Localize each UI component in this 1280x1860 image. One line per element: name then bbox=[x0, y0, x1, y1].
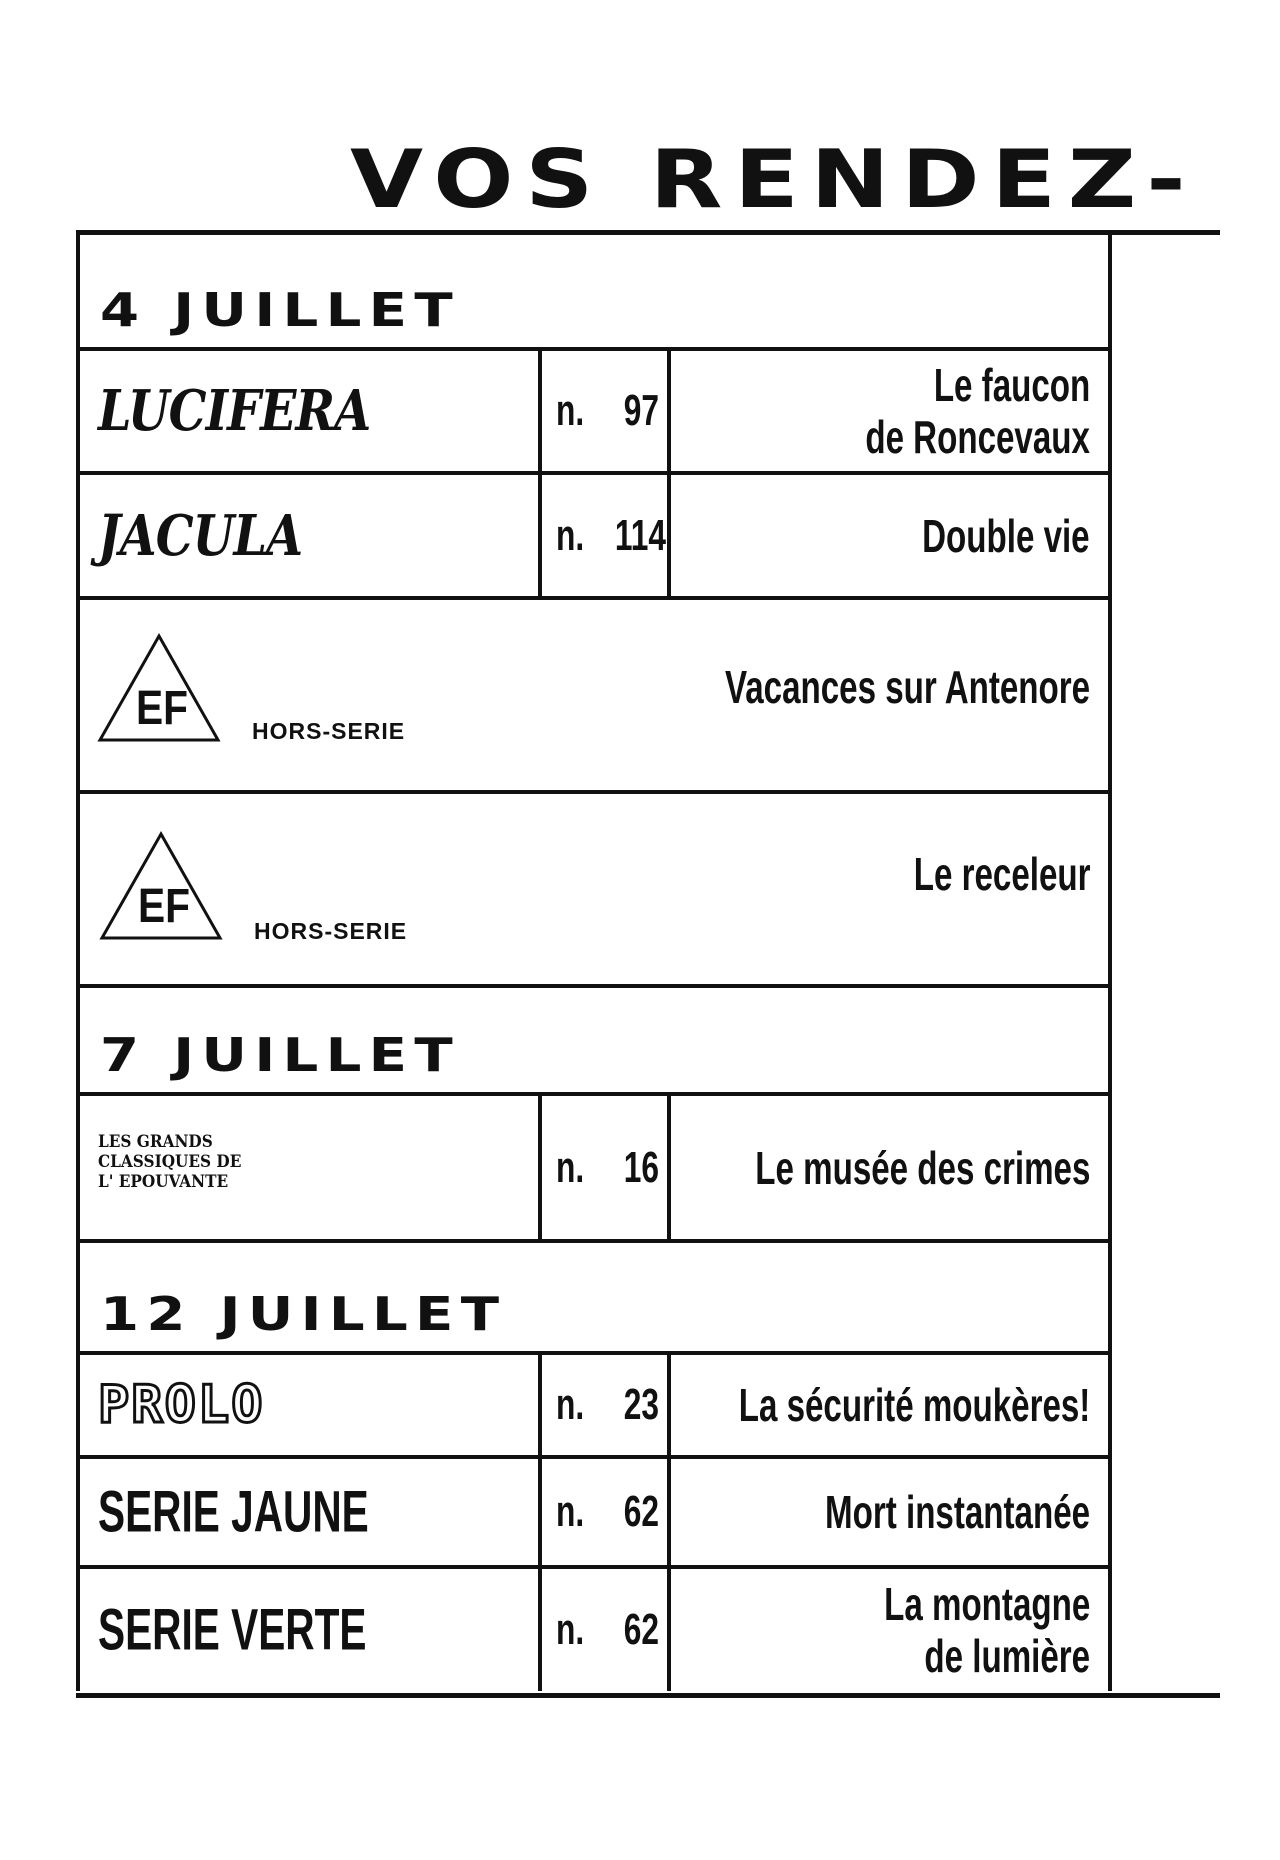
series-cell bbox=[80, 351, 538, 471]
release-title: La montagne de lumière bbox=[883, 1578, 1090, 1682]
release-title: Mort instantanée bbox=[825, 1486, 1090, 1538]
release-row-hors-serie bbox=[80, 794, 1108, 988]
date-heading: 4 JUILLET bbox=[100, 283, 460, 337]
issue-cell bbox=[538, 1459, 671, 1565]
release-schedule-table bbox=[76, 235, 1112, 1691]
series-logo-grands-classiques: LES GRANDS CLASSIQUES DE L' EPOUVANTE bbox=[98, 1131, 242, 1192]
series-cell bbox=[80, 475, 538, 596]
date-header-row bbox=[80, 988, 1108, 1096]
release-row-grands-classiques bbox=[80, 1096, 1108, 1243]
release-title: Le musée des crimes bbox=[754, 1141, 1090, 1194]
series-name: SERIE VERTE bbox=[98, 1597, 367, 1663]
series-cell bbox=[80, 1459, 538, 1565]
release-title: La sécurité moukères! bbox=[738, 1379, 1090, 1431]
page-title: VOS RENDEZ- bbox=[350, 133, 1198, 226]
series-logo-lucifera: LUCIFERA bbox=[98, 378, 371, 444]
release-title: Le receleur bbox=[913, 847, 1090, 900]
release-title: Vacances sur Antenore bbox=[724, 661, 1090, 714]
release-title: Double vie bbox=[922, 509, 1090, 562]
release-row-hors-serie bbox=[80, 600, 1108, 794]
release-row-jacula bbox=[80, 475, 1108, 600]
series-logo-prolo: PROLO bbox=[98, 1375, 265, 1435]
title-cell bbox=[671, 1569, 1108, 1691]
date-heading: 12 JUILLET bbox=[100, 1287, 507, 1341]
issue-prefix: n. bbox=[556, 386, 585, 435]
title-cell bbox=[671, 351, 1108, 471]
hors-serie-label: HORS-SERIE bbox=[252, 718, 406, 744]
series-name: SERIE JAUNE bbox=[98, 1479, 369, 1545]
release-row-lucifera bbox=[80, 351, 1108, 475]
series-logo-jacula: JACULA bbox=[98, 502, 303, 569]
issue-prefix: n. bbox=[556, 510, 585, 560]
ef-triangle-logo-icon bbox=[98, 830, 224, 942]
title-cell bbox=[671, 1096, 1108, 1239]
ef-triangle-logo-icon bbox=[96, 632, 222, 744]
date-heading: 7 JUILLET bbox=[100, 1028, 460, 1082]
date-header-row bbox=[80, 1243, 1108, 1355]
date-header-row bbox=[80, 235, 1108, 351]
series-cell bbox=[80, 1569, 538, 1691]
issue-number: 97 bbox=[623, 386, 659, 435]
release-row-prolo bbox=[80, 1355, 1108, 1459]
issue-prefix: n. bbox=[556, 1605, 585, 1654]
release-row-serie-verte bbox=[80, 1569, 1108, 1691]
issue-cell bbox=[538, 1569, 671, 1691]
title-cell bbox=[671, 475, 1108, 596]
issue-prefix: n. bbox=[556, 1142, 585, 1192]
issue-number: 114 bbox=[614, 510, 667, 560]
issue-number: 62 bbox=[623, 1605, 659, 1654]
issue-cell bbox=[538, 475, 671, 596]
issue-number: 16 bbox=[623, 1142, 659, 1192]
issue-prefix: n. bbox=[556, 1487, 585, 1536]
issue-prefix: n. bbox=[556, 1380, 585, 1429]
issue-cell bbox=[538, 351, 671, 471]
issue-number: 62 bbox=[623, 1487, 659, 1536]
release-row-serie-jaune bbox=[80, 1459, 1108, 1569]
series-cell bbox=[80, 1355, 538, 1455]
series-cell bbox=[80, 1096, 538, 1239]
issue-number: 23 bbox=[623, 1380, 659, 1429]
hors-serie-label: HORS-SERIE bbox=[254, 918, 408, 944]
ef-logo-text: EF bbox=[138, 880, 190, 933]
release-title: Le faucon de Roncevaux bbox=[865, 359, 1090, 463]
title-cell bbox=[671, 1459, 1108, 1565]
title-cell bbox=[671, 1355, 1108, 1455]
bottom-rule bbox=[76, 1693, 1220, 1698]
ef-logo-text: EF bbox=[136, 682, 188, 735]
